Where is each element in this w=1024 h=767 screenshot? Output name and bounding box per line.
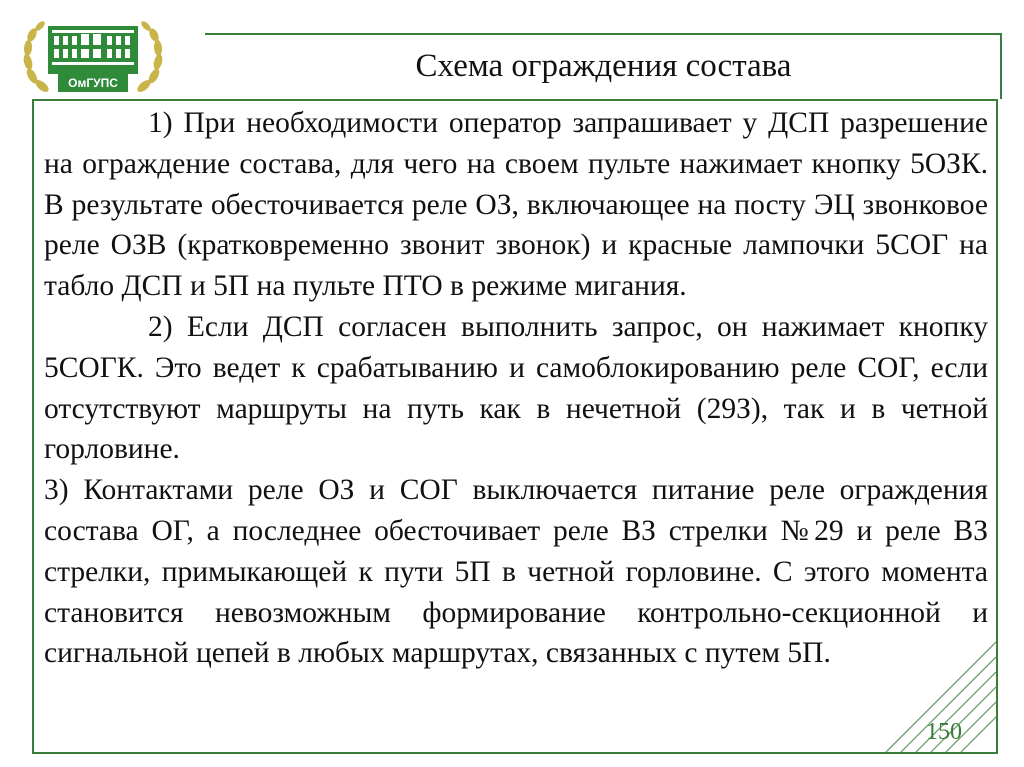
paragraph-3: 3) Контактами реле ОЗ и СОГ выключается питание реле ограждения состава ОГ, а последнее обесточивает реле ВЗ стрелки №29 и реле ВЗ стрелки, примыкающей к пути 5П в четной горловине. С этого момента становится невозможным формирование контрольно-секционной и сигнальной цепей в любых маршрутах, связанных с путем 5П. [44,474,988,670]
content-box [32,99,998,754]
frame-top-line [205,33,1002,35]
paragraph-1: 1) При необходимости оператор запрашивает у ДСП разрешение на ограждение состава, для чего на своем пульте нажимает кнопку 5ОЗК. В результате обесточивается реле ОЗ, включающее на посту ЭЦ звонковое реле ОЗВ (кратковременно звонит звонок) и красные лампочки 5СОГ на табло ДСП и 5П на пульте ПТО в режиме мигания. [44,107,988,303]
page-title: Схема ограждения состава [415,48,792,84]
logo-text: ОмГУПС [68,76,118,90]
university-logo [18,16,168,102]
paragraph-2: 2) Если ДСП согласен выполнить запрос, он нажимает кнопку 5СОГК. Это ведет к срабатыванию и самоблокированию реле СОГ, если отсутствуют маршруты на путь как в нечетной (29З), так и в четной горловине. [44,310,988,466]
body-text [44,103,988,674]
page-number: 150 [926,719,962,745]
